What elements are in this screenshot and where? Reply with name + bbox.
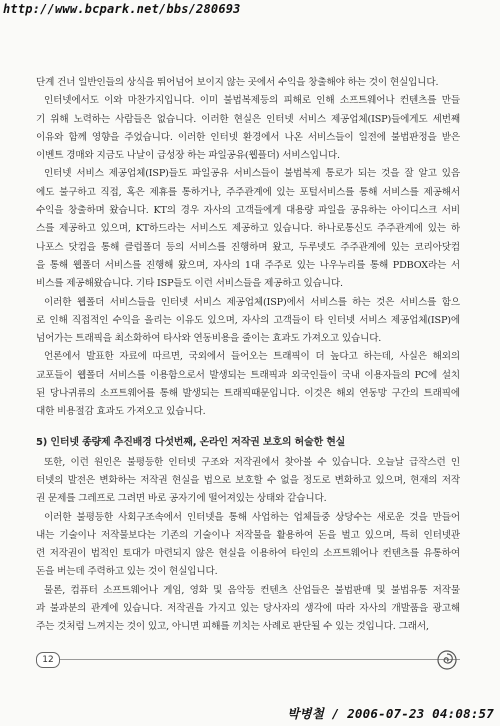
document-body xyxy=(36,74,460,637)
page-number: 12 xyxy=(36,652,60,668)
text-line: 대한 비용절감 효과도 가져오고 있습니다. xyxy=(36,406,206,418)
text-line: 에도 불구하고 직접, 혹은 제휴를 통하거나, 주주관계에 있는 포털서비스를 통해 서비스를 제공해서 xyxy=(36,186,460,198)
text-line: 인터넷에서도 이와 마찬가지입니다. 이미 불법복제등의 피해로 인해 소프트웨어나 컨텐츠를 만들 xyxy=(44,95,460,107)
text-line: 나포스 닷컴을 통해 클럽폴더 등의 서비스를 진행하며 왔고, 두루넷도 주주관계에 있는 코리아닷컴 xyxy=(36,241,460,253)
text-line: 물론, 컴퓨터 소프트웨어나 게임, 영화 및 음악등 컨텐츠 산업들은 불법판매 및 불법유통 저작물 xyxy=(44,584,460,596)
text-line: 을 통해 웹폴더 서비스를 진행해 왔으며, 자사의 1대 주주로 있는 나우누리를 통해 PDBOX라는 서 xyxy=(36,259,460,271)
paragraph-1 xyxy=(36,74,460,92)
text-line: 언론에서 발표한 자료에 따르면, 국외에서 들어오는 트래픽이 더 높다고 하는데, 사실은 해외의 xyxy=(44,351,460,363)
text-line: 이벤트 경매와 지금도 나날이 급성장 하는 파일공유(웹플더) 서비스입니다. xyxy=(36,150,340,162)
text-line: 이러한 웹폴더 서비스들을 인터넷 서비스 제공업체(ISP)에서 서비스를 하는 것은 서비스를 함으 xyxy=(44,296,460,308)
footer-rule xyxy=(36,659,460,660)
text-line: 된 당나귀류의 소프트웨어를 통해 발생되는 트래픽때문입니다. 이것은 해외 연동망 구간의 트래픽에 xyxy=(36,388,460,400)
header-url[interactable]: http://www.bcpark.net/bbs/280693 xyxy=(3,2,241,16)
section-paragraph-2 xyxy=(36,509,460,582)
paragraph-5 xyxy=(36,348,460,421)
text-line: 기 위해 노력하는 사람들은 없습니다. 이러한 현실은 인터넷 서비스 제공업체(ISP)들에게도 세번째 xyxy=(36,113,460,125)
text-line: 련 저작권이 법적인 토대가 마련되지 않은 현실을 이용하여 타인의 소프트웨어나 컨텐츠를 유통하여 xyxy=(36,548,460,560)
text-line: 이유와 함께 영향을 주었습니다. 이러한 인터넷 환경에서 나온 서비스들이 일전에 불법판정을 받은 xyxy=(36,131,460,143)
text-line: 비스를 제공해왔습니다. 기타 ISP들도 이런 서비스들을 제공하고 있습니다. xyxy=(36,278,343,290)
paragraph-4 xyxy=(36,294,460,349)
text-line: 스를 제공하고 있으며, KT하드라는 서비스도 제공하고 있습니다. 하나로통신도 주주관계에 있는 하 xyxy=(36,223,460,235)
text-line: 로 인해 직접적인 수익을 올리는 이유도 있으며, 자사의 고객들이 타 인터넷 서비스 제공업체(ISP)에 xyxy=(36,314,460,326)
spiral-logo-icon xyxy=(437,650,457,670)
text-line: 단계 건너 일반인들의 상식을 뛰어넘어 보이지 않는 곳에서 수익을 창출해야 하는 것이 현실입니다. xyxy=(36,77,439,88)
author-timestamp: 박병철 / 2006-07-23 04:08:57 xyxy=(287,706,494,721)
paragraph-3 xyxy=(36,165,460,293)
text-line: 과 불과분의 관계에 있습니다. 저작권을 가지고 있는 당사자의 생각에 따라 자사의 개발품을 광고해 xyxy=(36,603,460,615)
paragraph-2 xyxy=(36,92,460,165)
text-line: 터넷의 발전은 변화하는 저작권 현실을 법으로 보호할 수 없을 정도로 변화하고 있으며, 현재의 저작 xyxy=(36,474,460,486)
text-line: 수익을 창출하며 왔습니다. KT의 경우 자사의 고객들에게 대용량 파일을 공유하는 아이디스크 서비 xyxy=(36,205,460,217)
text-line: 주는 것처럼 느껴지는 것이 있고, 아니면 피해를 끼치는 사례로 판단될 수 있는 것입니다. 그래서, xyxy=(36,621,429,633)
text-line: 또한, 이런 원인은 불평등한 인터넷 구조와 저작권에서 찾아볼 수 있습니다. 오늘날 급작스런 인 xyxy=(44,456,460,468)
text-line: 교포들이 웹폴더 서비스를 이용함으로서 발생되는 트래픽과 외국인들이 국내 이용자들의 PC에 설치 xyxy=(36,369,460,381)
text-line: 넘어가는 트래픽을 최소화하여 타사와 연동비용을 줄이는 효과도 가져오고 있습니다. xyxy=(36,333,382,345)
section-paragraph-1 xyxy=(36,454,460,509)
text-line: 이러한 불평등한 사회구조속에서 인터넷을 통해 사업하는 업체들중 상당수는 새로운 것을 만들어 xyxy=(44,511,460,523)
text-line: 돈을 버는데 주력하고 있는 것이 현실입니다. xyxy=(36,566,218,578)
text-line: 권 문제를 그레프로 그려면 바로 공자기에 떨어져있는 상태와 같습니다. xyxy=(36,493,327,505)
section-heading: 5) 인터넷 종량제 추진배경 다섯번째, 온라인 저작권 보호의 허술한 현실 xyxy=(36,436,346,448)
text-line: 인터넷 서비스 제공업체(ISP)들도 파일공유 서비스들이 불법복제 통로가 되는 것을 잘 알고 있음 xyxy=(44,168,460,180)
section-paragraph-3 xyxy=(36,582,460,637)
section-spacer xyxy=(36,422,460,434)
text-line: 내는 기술이나 저작물보다는 기존의 기술이나 저작물을 활용하여 돈을 벌고 있으며, 특히 인터넷관 xyxy=(36,529,460,541)
